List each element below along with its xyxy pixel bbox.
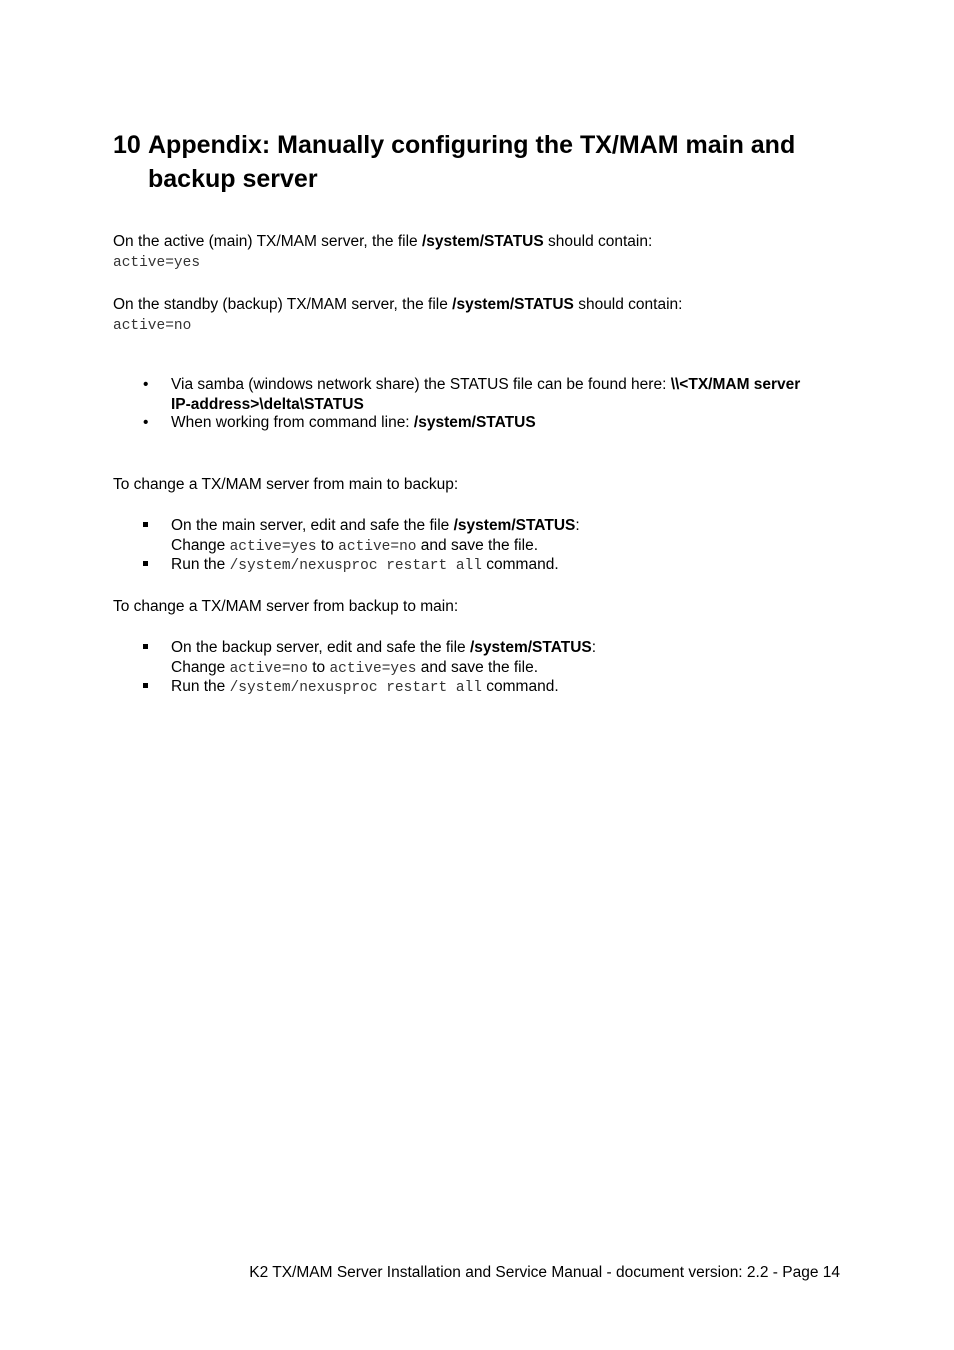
step-to: to — [316, 537, 339, 554]
step-text: On the backup server, edit and safe the file — [171, 639, 470, 656]
step-command: /system/nexusproc restart all — [229, 558, 482, 574]
heading-line-2: backup server — [148, 165, 318, 193]
main-to-backup-step-2 — [171, 555, 851, 576]
step-to-value: active=no — [338, 539, 417, 555]
backup-to-main-step-1 — [171, 638, 851, 679]
main-to-backup-intro: To change a TX/MAM server from main to backup: — [113, 476, 459, 493]
bullet-square — [143, 516, 148, 536]
step-change: Change — [171, 659, 230, 676]
samba-path-part1: \\<TX/MAM server — [670, 376, 801, 393]
bullet-square — [143, 677, 148, 697]
backup-status-paragraph — [113, 295, 682, 315]
backup-to-main-intro: To change a TX/MAM server from backup to main: — [113, 598, 459, 615]
page-footer: K2 TX/MAM Server Installation and Service Manual - document version: 2.2 - Page 14 — [249, 1264, 840, 1281]
backup-status-text-after: should contain: — [573, 296, 683, 313]
backup-status-code: active=no — [113, 318, 192, 334]
samba-path-part2: IP-address>\delta\STATUS — [171, 396, 364, 413]
main-status-file: /system/STATUS — [421, 233, 544, 250]
bullet-dot: • — [143, 376, 149, 393]
step-from-value: active=no — [229, 661, 308, 677]
main-status-text: On the active (main) TX/MAM server, the file — [113, 233, 422, 250]
heading-line-1: Appendix: Manually configuring the TX/MAM main and — [148, 131, 796, 159]
step-from-value: active=yes — [229, 539, 317, 555]
bullet-square — [143, 638, 148, 658]
step-change: Change — [171, 537, 230, 554]
step-to: to — [307, 659, 330, 676]
step-colon: : — [575, 517, 580, 534]
backup-status-text: On the standby (backup) TX/MAM server, the file — [113, 296, 453, 313]
list-item-command-line — [171, 413, 851, 433]
step-command: /system/nexusproc restart all — [229, 680, 482, 696]
main-status-code: active=yes — [113, 255, 201, 271]
step-file: /system/STATUS — [453, 517, 576, 534]
step-to-value: active=yes — [329, 661, 417, 677]
step-file: /system/STATUS — [470, 639, 592, 656]
backup-to-main-step-2 — [171, 677, 851, 698]
step-end: and save the file. — [416, 537, 538, 554]
step-text: On the main server, edit and safe the file — [171, 517, 454, 534]
main-to-backup-step-1 — [171, 516, 851, 557]
step-text: Run the — [171, 678, 230, 695]
section-heading — [113, 128, 853, 196]
step-colon: : — [591, 639, 597, 656]
step-text: Run the — [171, 556, 230, 573]
list-item-samba — [171, 375, 851, 415]
command-line-text: When working from command line: — [171, 414, 414, 431]
bullet-dot: • — [143, 414, 149, 431]
command-line-path: /system/STATUS — [413, 414, 536, 431]
step-end: and save the file. — [416, 659, 538, 676]
step-end: command. — [481, 678, 559, 695]
bullet-square — [143, 555, 148, 575]
main-status-text-after: should contain: — [543, 233, 653, 250]
samba-text: Via samba (windows network share) the STATUS file can be found here: — [171, 376, 671, 393]
backup-status-file: /system/STATUS — [452, 296, 574, 313]
main-status-paragraph — [113, 232, 652, 252]
section-number: 10 — [113, 131, 141, 159]
step-end: command. — [481, 556, 559, 573]
